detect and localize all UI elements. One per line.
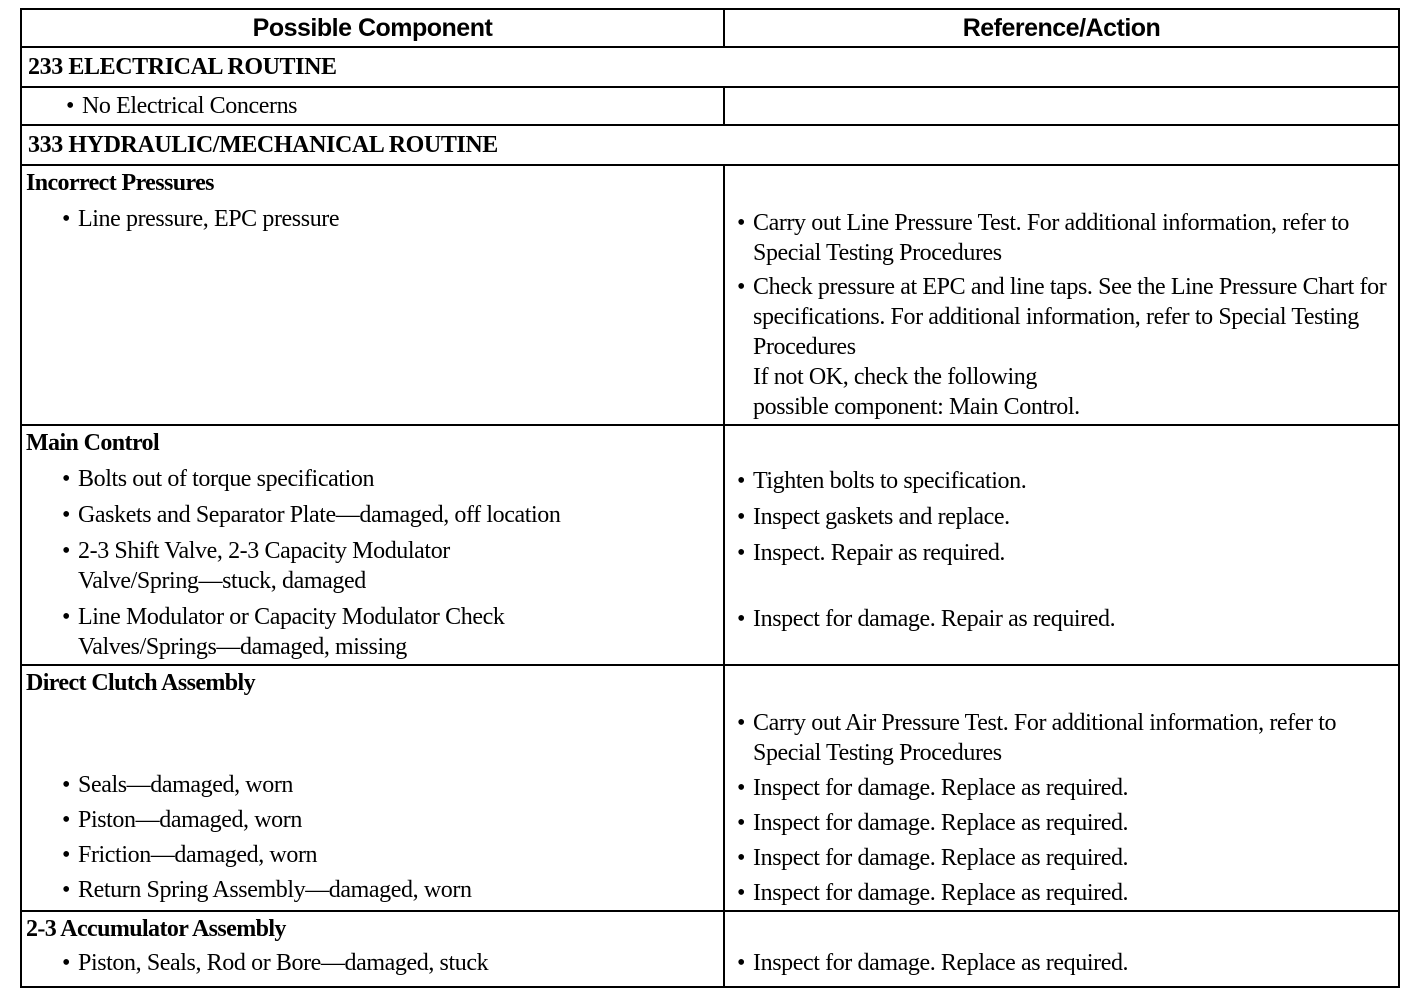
bullet: •	[737, 810, 746, 836]
bullet: •	[62, 842, 71, 868]
component-text: 2-3 Shift Valve, 2-3 Capacity Modulator Valve/Spring—stuck, damaged	[78, 538, 450, 594]
bullet: •	[737, 845, 746, 871]
action-item	[725, 466, 1398, 496]
action-cell	[724, 87, 1399, 125]
component-text: Seals—damaged, worn	[78, 772, 294, 798]
action-text: Tighten bolts to specification.	[753, 468, 1027, 494]
action-text: Check pressure at EPC and line taps. See the Line Pressure Chart for specifications. For additional information, refer to Special Testing Procedures	[753, 274, 1387, 360]
component-text: Line Modulator or Capacity Modulator Check Valves/Springs—damaged, missing	[78, 604, 505, 660]
table-row	[21, 911, 1399, 987]
action-text: Carry out Line Pressure Test. For additional information, refer to Special Testing Procedures	[753, 210, 1349, 266]
bullet: •	[62, 772, 71, 798]
bullet: •	[737, 210, 746, 236]
component-text: Bolts out of torque specification	[78, 466, 375, 492]
action-item	[725, 538, 1398, 568]
action-item	[725, 843, 1398, 873]
component-text: Line pressure, EPC pressure	[78, 206, 340, 232]
group-title: Incorrect Pressures	[26, 170, 214, 196]
bullet: •	[737, 775, 746, 801]
section-row-hydraulic	[21, 125, 1399, 165]
list-item	[22, 91, 723, 121]
action-item	[725, 708, 1398, 768]
table-row	[21, 165, 1399, 425]
action-item	[725, 272, 1398, 362]
header-component: Possible Component	[21, 9, 724, 47]
header-row	[21, 9, 1399, 47]
component-cell	[21, 665, 724, 911]
action-text: Inspect for damage. Replace as required.	[753, 845, 1129, 871]
section-title-electrical: 233 ELECTRICAL ROUTINE	[21, 47, 1399, 87]
action-text: Inspect for damage. Replace as required.	[753, 880, 1129, 906]
table-row	[21, 87, 1399, 125]
bullet: •	[62, 604, 71, 630]
component-text: Piston, Seals, Rod or Bore—damaged, stuck	[78, 950, 489, 976]
header-action: Reference/Action	[724, 9, 1399, 47]
bullet: •	[62, 877, 71, 903]
component-cell	[21, 165, 724, 425]
group-title: Direct Clutch Assembly	[26, 670, 256, 696]
table-row	[21, 665, 1399, 911]
action-text: Carry out Air Pressure Test. For additional information, refer to Special Testing Procedures	[753, 710, 1337, 766]
list-item	[22, 602, 723, 662]
list-item	[22, 500, 723, 530]
component-text: Friction—damaged, worn	[78, 842, 318, 868]
component-text: Gaskets and Separator Plate—damaged, off location	[78, 502, 561, 528]
list-item	[22, 204, 723, 234]
bullet: •	[66, 93, 75, 119]
action-item	[725, 208, 1398, 268]
bullet: •	[737, 606, 746, 632]
component-cell	[21, 425, 724, 665]
bullet: •	[62, 502, 71, 528]
action-text: Inspect gaskets and replace.	[753, 504, 1010, 530]
bullet: •	[737, 540, 746, 566]
list-item	[22, 536, 723, 596]
bullet: •	[737, 504, 746, 530]
action-cell	[724, 425, 1399, 665]
component-text: Return Spring Assembly—damaged, worn	[78, 877, 472, 903]
action-cell	[724, 911, 1399, 987]
action-item	[725, 773, 1398, 803]
action-text: Inspect for damage. Replace as required.	[753, 775, 1129, 801]
component-text: Piston—damaged, worn	[78, 807, 302, 833]
list-item	[22, 840, 723, 870]
action-text: Inspect for damage. Replace as required.	[753, 950, 1129, 976]
action-item	[725, 948, 1398, 978]
list-item	[22, 805, 723, 835]
action-text: Inspect. Repair as required.	[753, 540, 1006, 566]
action-item	[725, 502, 1398, 532]
list-item	[22, 770, 723, 800]
list-item	[22, 464, 723, 494]
component-cell	[21, 87, 724, 125]
list-item	[22, 875, 723, 905]
group-title: Main Control	[26, 430, 160, 456]
bullet: •	[737, 274, 746, 300]
list-item	[22, 948, 723, 978]
diagnostic-table	[20, 8, 1400, 988]
group-title: 2-3 Accumulator Assembly	[26, 916, 286, 942]
component-text: No Electrical Concerns	[82, 93, 298, 119]
bullet: •	[62, 950, 71, 976]
table-row	[21, 425, 1399, 665]
bullet: •	[62, 807, 71, 833]
bullet: •	[62, 206, 71, 232]
bullet: •	[737, 710, 746, 736]
section-title-hydraulic: 333 HYDRAULIC/MECHANICAL ROUTINE	[21, 125, 1399, 165]
action-cell	[724, 165, 1399, 425]
diagnostic-table-page	[20, 8, 1398, 988]
action-cell	[724, 665, 1399, 911]
bullet: •	[62, 466, 71, 492]
bullet: •	[737, 468, 746, 494]
action-item	[725, 878, 1398, 908]
action-text: Inspect for damage. Repair as required.	[753, 606, 1116, 632]
action-item	[725, 604, 1398, 634]
action-item	[725, 808, 1398, 838]
bullet: •	[737, 880, 746, 906]
action-text: Inspect for damage. Replace as required.	[753, 810, 1129, 836]
component-cell	[21, 911, 724, 987]
bullet: •	[737, 950, 746, 976]
section-row-electrical	[21, 47, 1399, 87]
action-note: If not OK, check the following possible component: Main Control.	[753, 364, 1080, 420]
bullet: •	[62, 538, 71, 564]
